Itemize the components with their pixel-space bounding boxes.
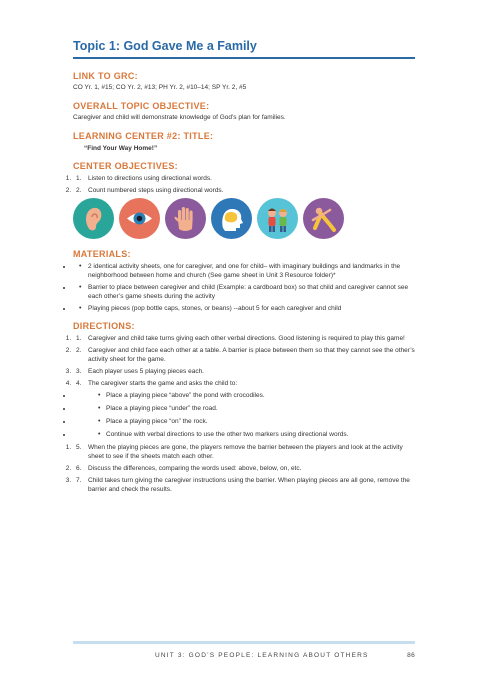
materials-heading: MATERIALS:	[73, 249, 131, 259]
center-objectives-heading: CENTER OBJECTIVES:	[73, 161, 178, 171]
link-heading: LINK TO GRC:	[73, 71, 138, 81]
list-item: 2. 2. Count numbered steps using directional words.	[73, 186, 415, 195]
directions-heading: DIRECTIONS:	[73, 321, 135, 331]
list-item: • • 2 identical activity sheets, one for caregiver, and one for child– with imaginary buildings and landmarks in the neighborhood between home and church (See game sheet in Unit 3 Resource folder)*	[73, 262, 415, 280]
directions-sublist	[73, 391, 415, 439]
list-item: 1. 5. When the playing pieces are gone, the players remove the barrier between the players and look at the activity sheet to see if the sheets match each other.	[73, 443, 415, 461]
yoga-pose-icon	[303, 198, 344, 239]
list-item: 4. 4. The caregiver starts the game and asks the child to:	[73, 379, 415, 388]
list-item: • • Playing pieces (pop bottle caps, stones, or beans) --about 5 for each caregiver and child	[73, 304, 415, 313]
topic-title: Topic 1: God Gave Me a Family	[73, 39, 257, 53]
footer-unit-title: UNIT 3: GOD’S PEOPLE: LEARNING ABOUT OTHERS	[155, 652, 369, 659]
center-heading: LEARNING CENTER #2: TITLE:	[73, 131, 214, 141]
footer-divider	[73, 641, 415, 644]
directions-list	[73, 334, 415, 388]
objective-text: Caregiver and child will demonstrate knowledge of God’s plan for families.	[73, 114, 286, 121]
ear-icon	[73, 198, 114, 239]
list-item: • • Place a playing piece “above” the pond with crocodiles.	[73, 391, 415, 400]
center-title: “Find Your Way Home!”	[84, 145, 158, 152]
objective-heading: OVERALL TOPIC OBJECTIVE:	[73, 101, 210, 111]
title-divider	[73, 57, 415, 59]
page-number: 86	[407, 652, 415, 659]
directions-list-continued	[73, 443, 415, 494]
brain-icon	[211, 198, 252, 239]
list-item: • • Barrier to place between caregiver and child (Example: a cardboard box) so that child and caregiver cannot see each other’s game sheets during the activity	[73, 283, 415, 301]
hand-icon	[165, 198, 206, 239]
list-item: 2. 2. Caregiver and child face each other at a table. A barrier is place between them so that they cannot see the other’s activity sheet for the game.	[73, 346, 415, 364]
list-item: 3. 3. Each player uses 5 playing pieces each.	[73, 367, 415, 376]
center-objectives-list	[73, 174, 415, 195]
list-item: • • Place a playing piece “under” the road.	[73, 404, 415, 413]
link-text: CO Yr. 1, #15; CO Yr. 2, #13; PH Yr. 2, #10–14; SP Yr. 2, #5	[73, 84, 247, 91]
eye-icon	[119, 198, 160, 239]
children-icon	[257, 198, 298, 239]
senses-icon-row	[73, 198, 415, 239]
list-item: 2. 6. Discuss the differences, comparing the words used: above, below, on, etc.	[73, 464, 415, 473]
list-item: • • Continue with verbal directions to use the other two markers using directional words.	[73, 430, 415, 439]
list-item: 3. 7. Child takes turn giving the caregiver instructions using the barrier. When playing pieces are all gone, remove the barrier and check the results.	[73, 476, 415, 494]
list-item: 1. 1. Caregiver and child take turns giving each other verbal directions. Good listening is required to play this game!	[73, 334, 415, 343]
page-content	[73, 38, 415, 497]
list-item: 1. 1. Listen to directions using directional words.	[73, 174, 415, 183]
materials-list	[73, 262, 415, 313]
list-item: • • Place a playing piece “on” the rock.	[73, 417, 415, 426]
